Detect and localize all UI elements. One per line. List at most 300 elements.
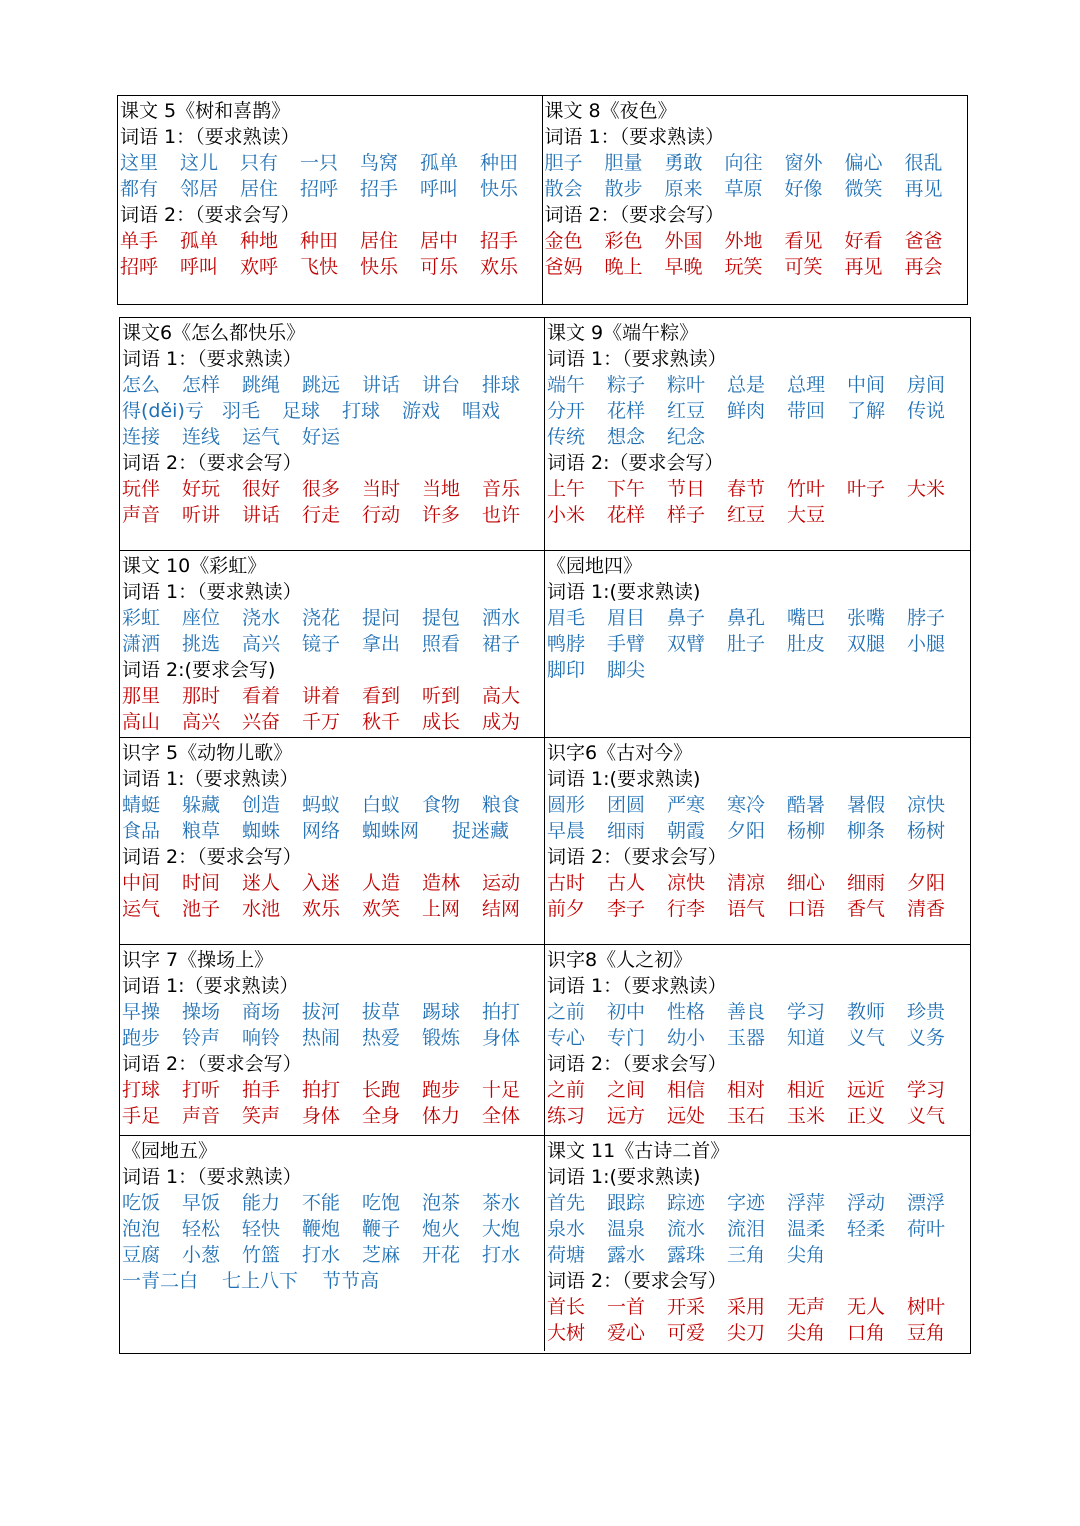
vocab-word: 讲话 <box>242 504 281 526</box>
vocab-word: 向往 <box>724 152 763 174</box>
vocab-word: 爸妈 <box>544 256 583 278</box>
vocab-word: 食品 <box>122 820 161 842</box>
vocab-word: 提包 <box>422 607 461 629</box>
vocab-word: 行李 <box>667 898 706 920</box>
word-row <box>122 818 544 844</box>
vocab-word: 运气 <box>122 898 161 920</box>
vocab-word: 打球 <box>342 400 381 422</box>
vocab-word: 孤单 <box>420 152 459 174</box>
vocab-word: 行走 <box>302 504 341 526</box>
vocab-word: 结网 <box>482 898 521 920</box>
vocab-word: 声音 <box>122 504 161 526</box>
vocab-word: 浇花 <box>302 607 341 629</box>
vocab-word: 跟踪 <box>607 1192 646 1214</box>
lesson-title: 识字8《人之初》 <box>547 949 693 971</box>
word-row <box>122 424 544 450</box>
word-row <box>547 999 970 1025</box>
word-row <box>122 605 544 631</box>
vocab-word: 讲话 <box>362 374 401 396</box>
vocab-word: 身体 <box>302 1105 341 1127</box>
vocab-word: 细雨 <box>847 872 886 894</box>
vocab-word: 上网 <box>422 898 461 920</box>
read-label: 词语 1:(要求熟读) <box>547 581 701 603</box>
read-label: 词语 1:(要求熟读) <box>547 768 701 790</box>
write-label: 词语 2：（要求会写） <box>544 204 725 226</box>
vocab-word: 不能 <box>302 1192 341 1214</box>
vocab-word: 跑步 <box>422 1079 461 1101</box>
vocab-word: 开采 <box>667 1296 706 1318</box>
vocab-word: 可爱 <box>667 1322 706 1344</box>
vocab-word: 声音 <box>182 1105 221 1127</box>
vocab-word: 拍打 <box>302 1079 341 1101</box>
vocab-word: 浮动 <box>847 1192 886 1214</box>
vocab-word: 足球 <box>282 400 321 422</box>
vocab-word: 细雨 <box>607 820 646 842</box>
word-row <box>122 896 544 922</box>
word-row <box>547 896 970 922</box>
vocab-word: 柳条 <box>847 820 886 842</box>
vocab-word: 双腿 <box>847 633 886 655</box>
vocab-word: 操场 <box>182 1001 221 1023</box>
vocab-word: 游戏 <box>402 400 441 422</box>
word-row <box>547 1294 970 1320</box>
word-row <box>547 1320 970 1346</box>
vocab-word: 得(děi)亏 <box>122 400 204 422</box>
vocab-word: 可乐 <box>420 256 459 278</box>
lesson-title: 《园地四》 <box>547 555 643 577</box>
vocab-word: 春节 <box>727 478 766 500</box>
vocab-word: 这儿 <box>180 152 219 174</box>
vocab-word: 能力 <box>242 1192 281 1214</box>
vocab-word: 初中 <box>607 1001 646 1023</box>
vocab-word: 笑声 <box>242 1105 281 1127</box>
vocab-word: 拿出 <box>362 633 401 655</box>
vocab-word: 尖角 <box>787 1322 826 1344</box>
word-row <box>122 1025 544 1051</box>
vocab-word: 讲着 <box>302 685 341 707</box>
vocab-word: 锻炼 <box>422 1027 461 1049</box>
vocab-word: 尖刀 <box>727 1322 766 1344</box>
vocab-word: 裙子 <box>482 633 521 655</box>
vocab-word: 无声 <box>787 1296 826 1318</box>
read-label: 词语 1：（要求熟读） <box>547 348 727 370</box>
vocab-word: 邻居 <box>180 178 219 200</box>
vocab-word: 捉迷藏 <box>452 820 510 842</box>
read-label: 词语 1:(要求熟读) <box>547 1166 701 1188</box>
vocab-word: 露水 <box>607 1244 646 1266</box>
vocab-word: 照看 <box>422 633 461 655</box>
lesson-title: 识字 5《动物儿歌》 <box>122 742 293 764</box>
vocab-word: 清香 <box>907 898 946 920</box>
vocab-word: 知道 <box>787 1027 826 1049</box>
vocab-word: 想念 <box>607 426 646 448</box>
lesson-title: 《园地五》 <box>122 1140 218 1162</box>
vocab-word: 身体 <box>482 1027 521 1049</box>
word-row <box>122 1268 544 1294</box>
word-row <box>120 150 542 176</box>
vocab-word: 露珠 <box>667 1244 706 1266</box>
read-label: 词语 1：（要求熟读） <box>544 126 725 148</box>
vocab-word: 金色 <box>544 230 583 252</box>
vocab-word: 长跑 <box>362 1079 401 1101</box>
vocab-word: 粮草 <box>182 820 221 842</box>
vocab-word: 当地 <box>422 478 461 500</box>
vocab-word: 孤单 <box>180 230 219 252</box>
vocab-word: 外地 <box>724 230 763 252</box>
vocab-word: 豆角 <box>907 1322 946 1344</box>
vocab-word: 手足 <box>122 1105 161 1127</box>
vocab-word: 红豆 <box>727 504 766 526</box>
vocab-word: 远处 <box>667 1105 706 1127</box>
vocab-word: 杨树 <box>907 820 946 842</box>
vocab-word: 玉米 <box>787 1105 826 1127</box>
lesson-title: 课文6《怎么都快乐》 <box>122 322 306 344</box>
vocab-word: 粽叶 <box>667 374 706 396</box>
vocab-word: 练习 <box>547 1105 586 1127</box>
vocab-word: 鼻子 <box>667 607 706 629</box>
vocab-word: 好玩 <box>182 478 221 500</box>
vocab-word: 凉快 <box>667 872 706 894</box>
vocab-word: 细心 <box>787 872 826 894</box>
read-label: 词语 1：（要求熟读） <box>122 348 302 370</box>
vocab-word: 首先 <box>547 1192 586 1214</box>
vocab-word: 蚂蚁 <box>302 794 341 816</box>
lesson-cell <box>120 738 545 945</box>
vocab-word: 张嘴 <box>847 607 886 629</box>
vocab-word: 热闹 <box>302 1027 341 1049</box>
word-row <box>122 999 544 1025</box>
vocab-word: 豆腐 <box>122 1244 161 1266</box>
vocab-word: 音乐 <box>482 478 521 500</box>
vocab-word: 传说 <box>907 400 946 422</box>
lesson-cell <box>120 945 545 1136</box>
read-label: 词语 1：（要求熟读） <box>547 975 727 997</box>
vocab-word: 肚皮 <box>787 633 826 655</box>
vocab-word: 招手 <box>480 230 519 252</box>
vocab-word: 招呼 <box>120 256 159 278</box>
vocab-word: 字迹 <box>727 1192 766 1214</box>
vocab-word: 学习 <box>787 1001 826 1023</box>
lesson-cell <box>120 551 545 738</box>
vocab-word: 茶水 <box>482 1192 521 1214</box>
vocab-word: 踪迹 <box>667 1192 706 1214</box>
lesson-cell <box>545 945 970 1136</box>
lesson-cell <box>545 318 970 551</box>
vocab-word: 居住 <box>360 230 399 252</box>
word-row <box>120 228 542 254</box>
vocab-word: 漂浮 <box>907 1192 946 1214</box>
vocab-word: 草原 <box>724 178 763 200</box>
vocab-word: 镜子 <box>302 633 341 655</box>
vocab-word: 竹叶 <box>787 478 826 500</box>
vocab-word: 种地 <box>240 230 279 252</box>
word-row <box>547 818 970 844</box>
vocab-word: 拍打 <box>482 1001 521 1023</box>
vocab-word: 总理 <box>787 374 826 396</box>
vocab-word: 蜘蛛 <box>242 820 281 842</box>
lesson-title: 课文 10《彩虹》 <box>122 555 267 577</box>
vocab-word: 肚子 <box>727 633 766 655</box>
vocab-word: 可笑 <box>784 256 823 278</box>
vocab-word: 暑假 <box>847 794 886 816</box>
vocab-word: 夕阳 <box>727 820 766 842</box>
vocab-word: 招手 <box>360 178 399 200</box>
vocab-word: 双臂 <box>667 633 706 655</box>
lesson-cell <box>545 738 970 945</box>
vocab-word: 单手 <box>120 230 159 252</box>
vocab-word: 成为 <box>482 711 521 733</box>
vocab-word: 很乱 <box>904 152 943 174</box>
vocab-word: 那时 <box>182 685 221 707</box>
vocab-word: 浇水 <box>242 607 281 629</box>
vocab-word: 正义 <box>847 1105 886 1127</box>
vocab-word: 节日 <box>667 478 706 500</box>
vocab-word: 专心 <box>547 1027 586 1049</box>
write-label: 词语 2：（要求会写） <box>122 846 302 868</box>
write-label: 词语 2：（要求会写） <box>547 1270 727 1292</box>
write-label: 词语 2:(要求会写) <box>122 659 276 681</box>
vocab-word: 小腿 <box>907 633 946 655</box>
vocab-word: 开花 <box>422 1244 461 1266</box>
vocab-word: 招呼 <box>300 178 339 200</box>
vocab-word: 运动 <box>482 872 521 894</box>
vocab-word: 鲜肉 <box>727 400 766 422</box>
vocab-word: 义务 <box>907 1027 946 1049</box>
word-row <box>122 1077 544 1103</box>
vocab-word: 只有 <box>240 152 279 174</box>
vocab-word: 好看 <box>844 230 883 252</box>
vocab-word: 寒冷 <box>727 794 766 816</box>
lesson-cell <box>120 318 545 551</box>
vocab-word: 轻柔 <box>847 1218 886 1240</box>
vocab-word: 泡泡 <box>122 1218 161 1240</box>
vocab-word: 拍手 <box>242 1079 281 1101</box>
vocab-word: 之间 <box>607 1079 646 1101</box>
vocab-word: 散会 <box>544 178 583 200</box>
vocab-word: 欢乐 <box>302 898 341 920</box>
write-label: 词语 2：（要求会写） <box>547 846 727 868</box>
vocab-word: 大树 <box>547 1322 586 1344</box>
vocab-word: 兴奋 <box>242 711 281 733</box>
write-label: 词语 2:（要求会写） <box>547 452 724 474</box>
vocab-word: 口语 <box>787 898 826 920</box>
vocab-word: 鞭子 <box>362 1218 401 1240</box>
vocab-word: 全身 <box>362 1105 401 1127</box>
vocab-word: 胆量 <box>604 152 643 174</box>
vocab-word: 采用 <box>727 1296 766 1318</box>
word-row <box>122 870 544 896</box>
vocab-word: 杨柳 <box>787 820 826 842</box>
vocab-word: 专门 <box>607 1027 646 1049</box>
vocab-word: 许多 <box>422 504 461 526</box>
vocab-word: 一只 <box>300 152 339 174</box>
vocab-word: 竹篮 <box>242 1244 281 1266</box>
lesson-cell <box>545 1136 970 1351</box>
vocab-word: 拔河 <box>302 1001 341 1023</box>
write-label: 词语 2：（要求会写） <box>120 204 300 226</box>
vocab-word: 清凉 <box>727 872 766 894</box>
word-row <box>547 1025 970 1051</box>
vocab-word: 铃声 <box>182 1027 221 1049</box>
vocab-word: 踢球 <box>422 1001 461 1023</box>
vocab-word: 团圆 <box>607 794 646 816</box>
word-row <box>547 1077 970 1103</box>
vocab-word: 水池 <box>242 898 281 920</box>
vocab-word: 传统 <box>547 426 586 448</box>
vocab-word: 再见 <box>904 178 943 200</box>
vocab-word: 全体 <box>482 1105 521 1127</box>
vocab-word: 种田 <box>300 230 339 252</box>
vocab-word: 勇敢 <box>664 152 703 174</box>
vocab-word: 样子 <box>667 504 706 526</box>
word-row <box>122 1103 544 1129</box>
read-label: 词语 1：（要求熟读） <box>122 1166 302 1188</box>
vocab-word: 连线 <box>182 426 221 448</box>
vocab-word: 原来 <box>664 178 703 200</box>
word-row <box>122 398 544 424</box>
vocab-word: 迷人 <box>242 872 281 894</box>
word-row <box>547 657 970 683</box>
vocab-word: 吃饭 <box>122 1192 161 1214</box>
word-row <box>547 605 970 631</box>
vocab-word: 远近 <box>847 1079 886 1101</box>
vocab-word: 一青二白 <box>122 1270 199 1292</box>
vocab-word: 之前 <box>547 1001 586 1023</box>
vocab-word: 种田 <box>480 152 519 174</box>
vocab-word: 好运 <box>302 426 341 448</box>
vocab-word: 呼叫 <box>420 178 459 200</box>
vocab-word: 教师 <box>847 1001 886 1023</box>
vocab-word: 口角 <box>847 1322 886 1344</box>
vocab-word: 严寒 <box>667 794 706 816</box>
vocab-word: 端午 <box>547 374 586 396</box>
vocab-word: 运气 <box>242 426 281 448</box>
word-row <box>122 631 544 657</box>
lesson-cell <box>543 96 968 304</box>
vocab-word: 房间 <box>907 374 946 396</box>
vocab-word: 流泪 <box>727 1218 766 1240</box>
vocab-word: 时间 <box>182 872 221 894</box>
vocab-word: 荷塘 <box>547 1244 586 1266</box>
vocab-word: 语气 <box>727 898 766 920</box>
word-row <box>547 1216 970 1242</box>
write-label: 词语 2：（要求会写） <box>122 1053 302 1075</box>
vocab-word: 树叶 <box>907 1296 946 1318</box>
vocab-word: 上午 <box>547 478 586 500</box>
vocab-word: 鼻孔 <box>727 607 766 629</box>
word-row <box>547 372 970 398</box>
vocab-word: 轻快 <box>242 1218 281 1240</box>
vocab-word: 早饭 <box>182 1192 221 1214</box>
word-row <box>547 631 970 657</box>
vocab-word: 欢笑 <box>362 898 401 920</box>
vocab-word: 造林 <box>422 872 461 894</box>
read-label: 词语 1:（要求熟读） <box>122 975 299 997</box>
vocab-word: 彩虹 <box>122 607 161 629</box>
vocab-word: 羽毛 <box>222 400 261 422</box>
vocab-word: 鸭脖 <box>547 633 586 655</box>
vocab-word: 响铃 <box>242 1027 281 1049</box>
vocab-word: 居中 <box>420 230 459 252</box>
vocab-word: 躲藏 <box>182 794 221 816</box>
vocab-word: 唱戏 <box>462 400 501 422</box>
lesson-title: 识字 7《操场上》 <box>122 949 274 971</box>
vocab-word: 散步 <box>604 178 643 200</box>
vocab-word: 总是 <box>727 374 766 396</box>
word-row <box>120 176 542 202</box>
word-row <box>545 176 968 202</box>
vocab-word: 高大 <box>482 685 521 707</box>
vocab-word: 蜘蛛网 <box>362 820 420 842</box>
vocab-word: 大炮 <box>482 1218 521 1240</box>
read-label: 词语 1：（要求熟读） <box>120 126 300 148</box>
vocab-word: 很好 <box>242 478 281 500</box>
vocab-word: 七上八下 <box>222 1270 299 1292</box>
vocab-word: 节节高 <box>322 1270 380 1292</box>
vocab-word: 古时 <box>547 872 586 894</box>
vocab-word: 偏心 <box>844 152 883 174</box>
vocab-word: 玩伴 <box>122 478 161 500</box>
vocab-word: 芝麻 <box>362 1244 401 1266</box>
vocab-word: 提问 <box>362 607 401 629</box>
vocab-word: 首长 <box>547 1296 586 1318</box>
vocab-word: 之前 <box>547 1079 586 1101</box>
vocab-word: 大豆 <box>787 504 826 526</box>
vocab-word: 热爱 <box>362 1027 401 1049</box>
vocab-word: 相对 <box>727 1079 766 1101</box>
vocab-word: 蜻蜓 <box>122 794 161 816</box>
vocab-word: 听到 <box>422 685 461 707</box>
vocab-word: 红豆 <box>667 400 706 422</box>
vocab-word: 酷暑 <box>787 794 826 816</box>
vocab-word: 早晚 <box>664 256 703 278</box>
vocab-word: 商场 <box>242 1001 281 1023</box>
vocab-word: 听讲 <box>182 504 221 526</box>
vocab-word: 当时 <box>362 478 401 500</box>
vocab-word: 创造 <box>242 794 281 816</box>
lesson-cell <box>545 551 970 738</box>
write-label: 词语 2：（要求会写） <box>547 1053 727 1075</box>
vocab-word: 看到 <box>362 685 401 707</box>
word-row <box>122 792 544 818</box>
vocab-word: 义气 <box>907 1105 946 1127</box>
vocab-word: 相信 <box>667 1079 706 1101</box>
vocab-word: 很多 <box>302 478 341 500</box>
vocab-word: 粮食 <box>482 794 521 816</box>
vocab-word: 学习 <box>907 1079 946 1101</box>
vocab-word: 白蚁 <box>362 794 401 816</box>
lesson-title: 课文 5《树和喜鹊》 <box>120 100 291 122</box>
vocab-table-top <box>117 95 968 305</box>
vocab-word: 跑步 <box>122 1027 161 1049</box>
vocab-word: 一首 <box>607 1296 646 1318</box>
vocab-word: 千万 <box>302 711 341 733</box>
lesson-title: 课文 9《端午粽》 <box>547 322 699 344</box>
vocab-word: 鞭炮 <box>302 1218 341 1240</box>
word-row <box>547 792 970 818</box>
vocab-word: 中间 <box>122 872 161 894</box>
word-row <box>122 683 544 709</box>
vocab-word: 体力 <box>422 1105 461 1127</box>
vocab-word: 快乐 <box>360 256 399 278</box>
word-row <box>122 476 544 502</box>
vocab-word: 珍贵 <box>907 1001 946 1023</box>
word-row <box>122 1190 544 1216</box>
vocab-word: 吃饱 <box>362 1192 401 1214</box>
vocab-word: 洒水 <box>482 607 521 629</box>
vocab-word: 手臂 <box>607 633 646 655</box>
vocab-word: 古人 <box>607 872 646 894</box>
